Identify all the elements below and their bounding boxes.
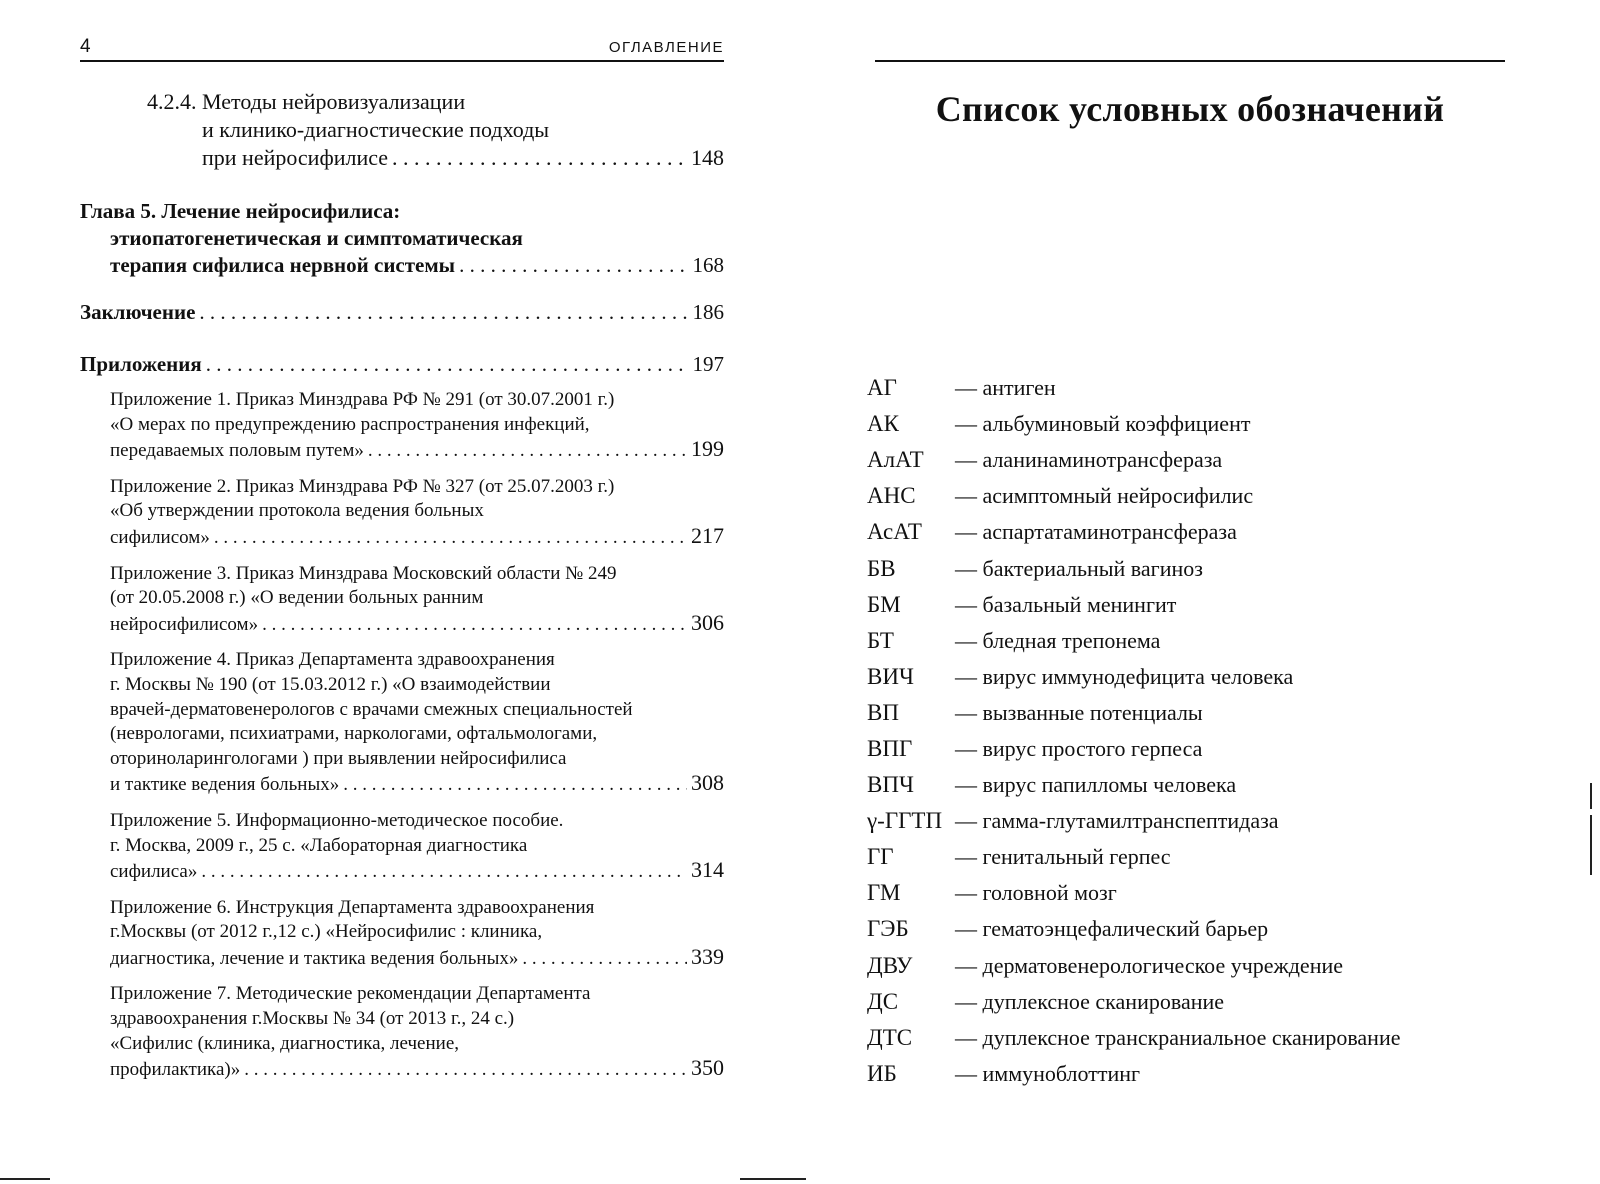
- abbreviation-definition: — вызванные потенциалы: [955, 699, 1203, 725]
- abbreviation-term: БТ: [867, 627, 894, 653]
- toc-line: Приложение 1. Приказ Минздрава РФ № 291 (от 30.07.2001 г.): [110, 389, 615, 410]
- toc-line: этиопатогенетическая и симптоматическая: [110, 226, 523, 250]
- toc-entry-appendix-4[interactable]: [110, 648, 724, 798]
- abbreviation-row: [867, 550, 1507, 586]
- toc-entry-chapter-5[interactable]: [80, 198, 724, 279]
- abbreviation-term: АНС: [867, 483, 916, 509]
- abbreviation-row: [867, 803, 1507, 839]
- toc-entry-appendices[interactable]: [80, 351, 724, 378]
- toc-line: передаваемых половым путем»: [110, 440, 364, 462]
- toc-line: 4.2.4. Методы нейровизуализации: [147, 89, 466, 114]
- toc-entry-4-2-4[interactable]: [147, 88, 724, 172]
- abbreviation-row: [867, 406, 1507, 442]
- abbreviation-definition: — вирус папилломы человека: [955, 772, 1237, 798]
- abbreviation-row: [867, 695, 1507, 731]
- abbreviation-definition: — асимптомный нейросифилис: [955, 483, 1254, 509]
- abbreviation-term: ГГ: [867, 844, 894, 870]
- toc-page-number: 186: [692, 300, 724, 324]
- abbreviation-row: [867, 623, 1507, 659]
- abbreviation-term: АлАТ: [867, 447, 924, 473]
- toc-page-number: 314: [691, 857, 724, 883]
- toc-line: и тактике ведения больных»: [110, 774, 340, 796]
- toc-line: нейросифилисом»: [110, 613, 259, 635]
- abbreviation-definition: — вирус простого герпеса: [955, 735, 1203, 761]
- dot-leader: [199, 299, 688, 326]
- dot-leader: [459, 252, 688, 279]
- dot-leader: [201, 860, 687, 885]
- toc-line: г. Москвы № 190 (от 15.03.2012 г.) «О взаимодействии: [110, 673, 551, 695]
- dot-leader: [262, 613, 687, 638]
- toc-line: Заключение: [80, 300, 196, 324]
- scan-edge-mark: [1590, 783, 1592, 809]
- scan-edge-mark: [740, 1178, 806, 1180]
- abbreviation-term: ГЭБ: [867, 916, 909, 942]
- toc-page-number: 197: [692, 352, 724, 376]
- toc-line: Приложения: [80, 352, 202, 376]
- abbreviation-definition: — головной мозг: [955, 880, 1117, 906]
- page-number: 4: [80, 36, 91, 57]
- toc-line: г. Москва, 2009 г., 25 с. «Лабораторная диагностика: [110, 834, 528, 856]
- toc-line: и клинико-диагностические подходы: [202, 117, 550, 142]
- abbreviation-row: [867, 587, 1507, 623]
- toc-line: здравоохранения г.Москвы № 34 (от 2013 г., 24 с.): [110, 1008, 515, 1030]
- abbreviation-definition: — вирус иммунодефицита человека: [955, 663, 1294, 689]
- toc-page-number: 217: [691, 522, 724, 548]
- abbreviation-row: [867, 478, 1507, 514]
- abbreviation-term: ВПГ: [867, 735, 913, 761]
- abbreviation-row: [867, 767, 1507, 803]
- abbreviation-term: ДВУ: [867, 952, 913, 978]
- toc-line: терапия сифилиса нервной системы: [110, 253, 456, 277]
- abbreviation-row: [867, 875, 1507, 911]
- abbreviation-definition: — гематоэнцефалический барьер: [955, 916, 1269, 942]
- abbreviation-term: АсАТ: [867, 519, 922, 545]
- right-page: [800, 0, 1600, 1184]
- toc-line: Приложение 5. Информационно-методическое пособие.: [110, 809, 564, 831]
- toc-entry-appendix-1[interactable]: [110, 388, 724, 464]
- abbreviation-term: ДТС: [867, 1024, 913, 1050]
- abbreviation-term: ВП: [867, 699, 899, 725]
- abbreviation-row: [867, 659, 1507, 695]
- abbreviation-row: [867, 839, 1507, 875]
- running-header: [80, 30, 724, 62]
- abbreviation-definition: — дуплексное транскраниальное сканирование: [955, 1024, 1401, 1050]
- abbreviation-definition: — антиген: [955, 375, 1056, 401]
- abbreviation-definition: — аспартатаминотрансфераза: [955, 519, 1237, 545]
- toc-line: диагностика, лечение и тактика ведения больных»: [110, 947, 519, 969]
- abbreviation-definition: — гамма-глутамилтранспептидаза: [955, 808, 1279, 834]
- toc-entry-appendix-6[interactable]: [110, 896, 724, 972]
- abbreviation-row: [867, 911, 1507, 947]
- abbreviation-definition: — бледная трепонема: [955, 627, 1161, 653]
- toc-line: оториноларингологами ) при выявлении нейросифилиса: [110, 747, 567, 769]
- abbreviation-definition: — генитальный герпес: [955, 844, 1171, 870]
- page-title: Список условных обозначений: [935, 89, 1445, 129]
- scan-edge-mark: [0, 1178, 50, 1180]
- abbreviation-row: [867, 1056, 1507, 1092]
- abbreviation-term: ВПЧ: [867, 772, 914, 798]
- abbreviation-definition: — дерматовенерологическое учреждение: [955, 952, 1344, 978]
- toc-page-number: 199: [691, 436, 724, 462]
- toc-line: Глава 5. Лечение нейросифилиса:: [80, 199, 401, 223]
- abbreviation-definition: — иммуноблоттинг: [955, 1060, 1141, 1086]
- abbreviation-term: БМ: [867, 591, 901, 617]
- dot-leader: [522, 947, 687, 972]
- abbreviation-row: [867, 1020, 1507, 1056]
- toc-page-number: 350: [691, 1055, 724, 1081]
- toc-line: при нейросифилисе: [202, 145, 389, 170]
- toc-page-number: 306: [691, 609, 724, 635]
- table-of-contents: [80, 88, 724, 1083]
- abbreviation-term: ВИЧ: [867, 663, 914, 689]
- dot-leader: [214, 526, 687, 551]
- scan-edge-mark: [1590, 815, 1592, 875]
- toc-line: Приложение 2. Приказ Минздрава РФ № 327 (от 25.07.2003 г.): [110, 475, 615, 497]
- toc-entry-conclusion[interactable]: [80, 299, 724, 326]
- toc-line: сифилиса»: [110, 861, 198, 883]
- dot-leader: [343, 773, 687, 798]
- toc-line: врачей-дерматовенерологов с врачами смежных специальностей: [110, 698, 633, 720]
- toc-page-number: 168: [692, 253, 724, 277]
- abbreviation-term: γ-ГГТП: [867, 808, 943, 834]
- top-rule: [875, 60, 1505, 62]
- toc-line: Приложение 7. Методические рекомендации Департамента: [110, 983, 591, 1005]
- abbreviation-term: БВ: [867, 555, 896, 581]
- abbreviation-row: [867, 731, 1507, 767]
- abbreviation-row: [867, 442, 1507, 478]
- toc-line: Приложение 4. Приказ Департамента здравоохранения: [110, 649, 555, 671]
- abbreviation-row: [867, 370, 1507, 406]
- toc-entry-appendix-3[interactable]: [110, 562, 724, 638]
- toc-line: «О мерах по предупреждению распространения инфекций,: [110, 413, 590, 435]
- toc-entry-appendix-5[interactable]: [110, 809, 724, 885]
- toc-line: (неврологами, психиатрами, наркологами, офтальмологами,: [110, 723, 598, 745]
- abbreviation-row: [867, 984, 1507, 1020]
- abbreviation-term: ГМ: [867, 880, 901, 906]
- abbreviation-definition: — бактериальный вагиноз: [955, 555, 1203, 581]
- toc-line: сифилисом»: [110, 526, 210, 548]
- abbreviation-row: [867, 948, 1507, 984]
- running-title: ОГЛАВЛЕНИЕ: [608, 39, 724, 56]
- abbreviation-definition: — альбуминовый коэффициент: [955, 411, 1251, 437]
- toc-entry-appendix-2[interactable]: [110, 475, 724, 551]
- dot-leader: [244, 1058, 687, 1083]
- toc-line: Приложение 3. Приказ Минздрава Московский области № 249: [110, 562, 617, 584]
- abbreviation-term: АК: [867, 411, 899, 437]
- dot-leader: [206, 351, 689, 378]
- abbreviation-term: ДС: [867, 988, 899, 1014]
- toc-page-number: 339: [691, 943, 724, 969]
- abbreviation-definition: — базальный менингит: [955, 591, 1177, 617]
- toc-line: «Сифилис (клиника, диагностика, лечение,: [110, 1032, 460, 1054]
- abbreviation-term: АГ: [867, 375, 897, 401]
- toc-line: г.Москвы (от 2012 г.,12 с.) «Нейросифилис : клиника,: [110, 921, 543, 943]
- toc-line: профилактика)»: [110, 1059, 241, 1081]
- toc-page-number: 308: [691, 770, 724, 796]
- abbreviation-definition: — дуплексное сканирование: [955, 988, 1225, 1014]
- abbreviation-list: [867, 370, 1507, 1092]
- toc-line: «Об утверждении протокола ведения больных: [110, 500, 484, 522]
- abbreviation-term: ИБ: [867, 1060, 897, 1086]
- dot-leader: [392, 144, 687, 172]
- toc-line: Приложение 6. Инструкция Департамента здравоохранения: [110, 896, 595, 918]
- toc-page-number: 148: [691, 145, 724, 170]
- abbreviation-definition: — аланинаминотрансфераза: [955, 447, 1223, 473]
- abbreviation-row: [867, 514, 1507, 550]
- toc-line: (от 20.05.2008 г.) «О ведении больных ранним: [110, 587, 484, 609]
- toc-entry-appendix-7[interactable]: [110, 982, 724, 1082]
- dot-leader: [368, 439, 687, 464]
